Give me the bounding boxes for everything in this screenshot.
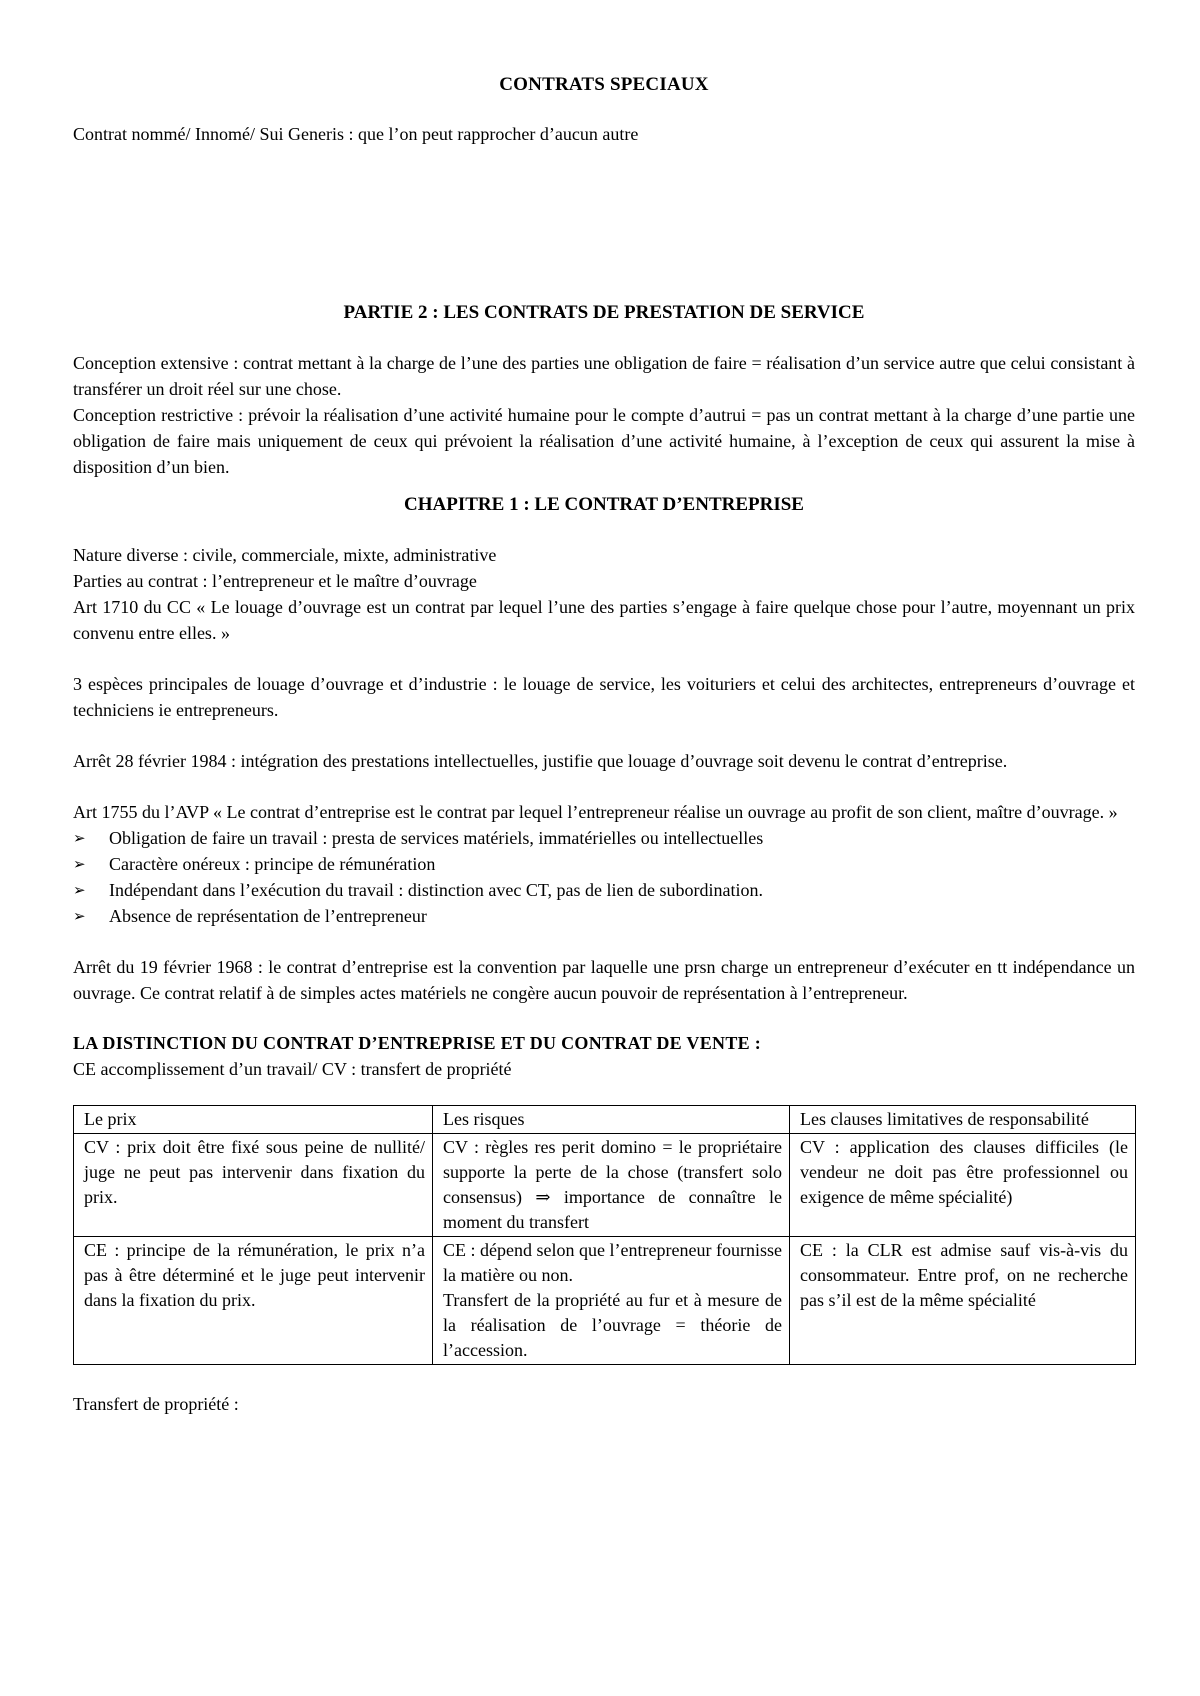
arrowhead-bullet-icon: ➢ <box>73 881 86 899</box>
art-1755-paragraph: Art 1755 du l’AVP « Le contrat d’entreprise est le contrat par lequel l’entrepreneur réalise un ouvrage au profit de son client, maître d’ouvrage. » <box>73 802 1118 822</box>
list-item-text: Caractère onéreux : principe de rémunération <box>109 854 436 874</box>
distinction-heading: LA DISTINCTION DU CONTRAT D’ENTREPRISE ET DU CONTRAT DE VENTE : <box>73 1033 762 1053</box>
characteristics-list <box>73 825 1135 929</box>
arret-1984-paragraph: Arrêt 28 février 1984 : intégration des prestations intellectuelles, justifie que louage d’ouvrage soit devenu le contrat d’entreprise. <box>73 751 1008 771</box>
partie-2-heading: PARTIE 2 : LES CONTRATS DE PRESTATION DE SERVICE <box>343 302 865 323</box>
list-item-text: Absence de représentation de l’entrepreneur <box>109 906 427 926</box>
list-item-text: Indépendant dans l’exécution du travail : distinction avec CT, pas de lien de subordination. <box>109 880 763 900</box>
especes-paragraph: 3 espèces principales de louage d’ouvrage et d’industrie : le louage de service, les voituriers et celui des architectes, entrepreneurs d’ouvrage et techniciens ie entrepreneurs. <box>73 674 1135 720</box>
cell-ce-risques <box>433 1237 790 1365</box>
cell-ce-prix: CE : principe de la rémunération, le prix n’a pas à être déterminé et le juge peut intervenir dans la fixation du prix. <box>74 1237 433 1365</box>
cell-cv-clauses: CV : application des clauses difficiles (le vendeur ne doit pas être professionnel ou exigence de même spécialité) <box>790 1134 1136 1237</box>
header-risques: Les risques <box>433 1106 790 1134</box>
cell-text: CE : dépend selon que l’entrepreneur fournisse la matière ou non. <box>443 1240 782 1285</box>
chapitre-1-heading: CHAPITRE 1 : LE CONTRAT D’ENTREPRISE <box>404 494 804 515</box>
list-item <box>73 825 1135 851</box>
table-row <box>74 1134 1136 1237</box>
list-item <box>73 851 1135 877</box>
cell-ce-clauses: CE : la CLR est admise sauf vis-à-vis du consommateur. Entre prof, on ne recherche pas s’il est de la même spécialité <box>790 1237 1136 1365</box>
art-1710-paragraph: Art 1710 du CC « Le louage d’ouvrage est un contrat par lequel l’une des parties s’engage à faire quelque chose pour l’autre, moyennant un prix convenu entre elles. » <box>73 597 1135 643</box>
cell-text: CV : règles res perit domino = le propriétaire supporte la perte de la chose (transfert solo consensus) ⇒ importance de connaître le moment du transfert <box>443 1137 782 1232</box>
arrowhead-bullet-icon: ➢ <box>73 829 86 847</box>
header-clauses: Les clauses limitatives de responsabilité <box>790 1106 1136 1134</box>
list-item <box>73 877 1135 903</box>
transfert-line: Transfert de propriété : <box>73 1394 239 1414</box>
comparison-table <box>73 1105 1136 1365</box>
parties-line: Parties au contrat : l’entrepreneur et le maître d’ouvrage <box>73 571 477 591</box>
list-item-text: Obligation de faire un travail : presta de services matériels, immatérielles ou intellectuelles <box>109 828 764 848</box>
header-prix: Le prix <box>74 1106 433 1134</box>
document-body <box>73 72 1135 1417</box>
arrowhead-bullet-icon: ➢ <box>73 907 86 925</box>
arret-1968-paragraph: Arrêt du 19 février 1968 : le contrat d’entreprise est la convention par laquelle une prsn charge un entrepreneur d’exécuter en tt indépendance un ouvrage. Ce contrat relatif à de simples actes matériels ne congère aucun pouvoir de représentation à l’entrepreneur. <box>73 957 1135 1003</box>
conception-restrictive-paragraph: Conception restrictive : prévoir la réalisation d’une activité humaine pour le compte d’autrui = pas un contrat mettant à la charge d’une partie une obligation de faire mais uniquement de ceux qui prévoient la réalisation d’une activité humaine, à l’exception de ceux qui assurent la mise à disposition d’un bien. <box>73 405 1135 477</box>
document-title: CONTRATS SPECIAUX <box>499 74 709 95</box>
cell-cv-prix: CV : prix doit être fixé sous peine de nullité/ juge ne peut pas intervenir dans fixation du prix. <box>74 1134 433 1237</box>
arrowhead-bullet-icon: ➢ <box>73 855 86 873</box>
distinction-subtitle: CE accomplissement d’un travail/ CV : transfert de propriété <box>73 1059 512 1079</box>
nature-line: Nature diverse : civile, commerciale, mixte, administrative <box>73 545 497 565</box>
cell-text: Transfert de la propriété au fur et à mesure de la réalisation de l’ouvrage = théorie de l’accession. <box>443 1290 782 1360</box>
table-header-row <box>74 1106 1136 1134</box>
table-row <box>74 1237 1136 1365</box>
intro-paragraph: Contrat nommé/ Innomé/ Sui Generis : que l’on peut rapprocher d’aucun autre <box>73 124 639 144</box>
cell-cv-risques <box>433 1134 790 1237</box>
list-item <box>73 903 1135 929</box>
conception-extensive-paragraph: Conception extensive : contrat mettant à la charge de l’une des parties une obligation de faire = réalisation d’un service autre que celui consistant à transférer un droit réel sur une chose. <box>73 353 1135 399</box>
